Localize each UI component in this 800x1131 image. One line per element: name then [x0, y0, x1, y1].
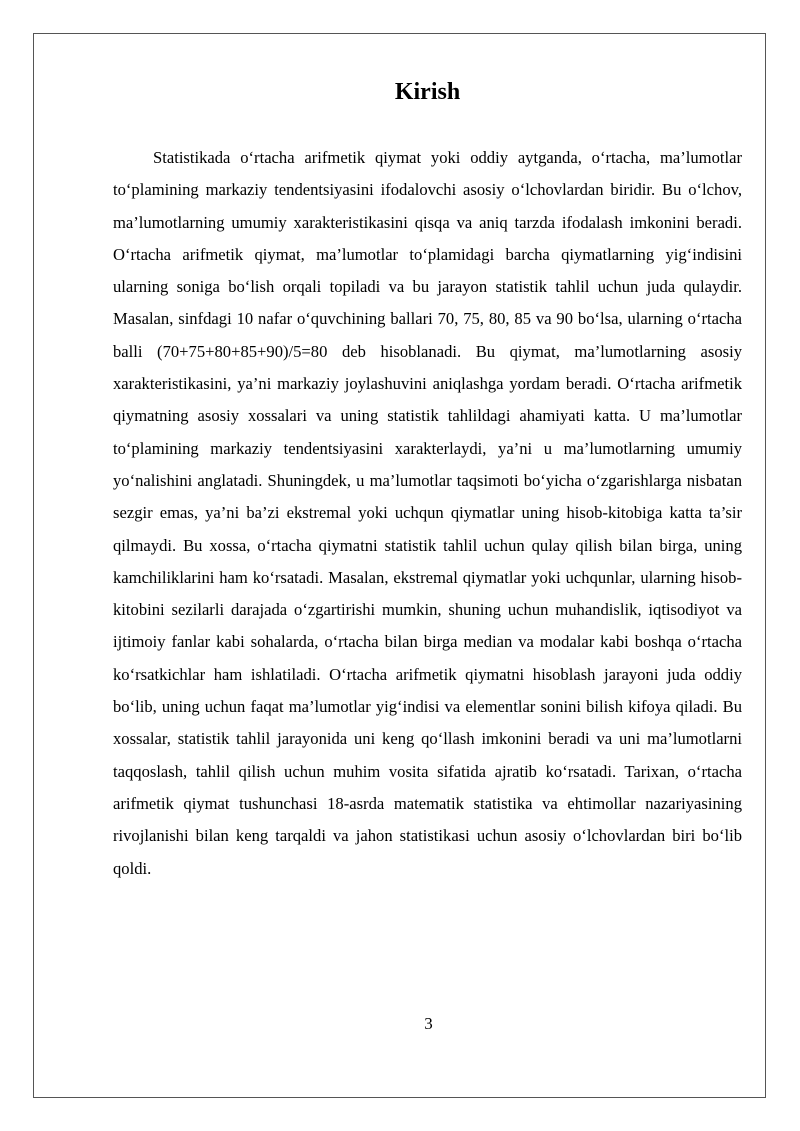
page-number: 3 — [424, 1014, 433, 1033]
body-paragraph: Statistikada o‘rtacha arifmetik qiymat yoki oddiy aytganda, o‘rtacha, ma’lumotlar to‘plamining markaziy tendentsiyasini ifodalovchi asosiy o‘lchovlardan biridir. Bu o‘lchov, ma’lumotlarning umumiy xarakteristikasini qisqa va aniq tarzda ifodalash imkonini beradi. O‘rtacha arifmetik qiymat, ma’lumotlar to‘plamidagi barcha qiymatlarning yig‘indisini ularning soniga bo‘lish orqali topiladi va bu jarayon statistik tahlil uchun juda qulaydir. Masalan, sinfdagi 10 nafar o‘quvchining ballari 70, 75, 80, 85 va 90 bo‘lsa, ularning o‘rtacha balli (70+75+80+85+90)/5=80 deb hisoblanadi. Bu qiymat, ma’lumotlarning asosiy xarakteristikasini, ya’ni markaziy joylashuvini aniqlashga yordam beradi. O‘rtacha arifmetik qiymatning asosiy xossalari va uning statistik tahlildagi ahamiyati katta. U ma’lumotlar to‘plamining markaziy tendentsiyasini xarakterlaydi, ya’ni u ma’lumotlarning umumiy yo‘nalishini anglatadi. Shuningdek, u ma’lumotlar taqsimoti bo‘yicha o‘zgarishlarga nisbatan sezgir emas, ya’ni ba’zi ekstremal yoki uchqun qiymatlar uning hisob-kitobiga katta ta’sir qilmaydi. Bu xossa, o‘rtacha qiymatni statistik tahlil uchun qulay qilish bilan birga, uning kamchiliklarini ham ko‘rsatadi. Masalan, ekstremal qiymatlar yoki uchqunlar, ularning hisob-kitobini sezilarli darajada o‘zgartirishi mumkin, shuning uchun muhandislik, iqtisodiyot va ijtimoiy fanlar kabi sohalarda, o‘rtacha bilan birga median va modalar kabi boshqa o‘rtacha ko‘rsatkichlar ham ishlatiladi. O‘rtacha arifmetik qiymatni hisoblash jarayoni juda oddiy bo‘lib, uning uchun faqat ma’lumotlar yig‘indisi va elementlar sonini bilish kifoya qiladi. Bu xossalar, statistik tahlil jarayonida uni keng qo‘llash imkonini beradi va uni ma’lumotlarni taqqoslash, tahlil qilish uchun muhim vosita sifatida ajratib ko‘rsatadi. Tarixan, o‘rtacha arifmetik qiymat tushunchasi 18-asrda matematik statistika va ehtimollar nazariyasining rivojlanishi bilan keng tarqaldi va jahon statistikasi uchun asosiy o‘lchovlardan biri bo‘lib qoldi. — [113, 148, 742, 878]
page-title: Kirish — [394, 79, 461, 105]
